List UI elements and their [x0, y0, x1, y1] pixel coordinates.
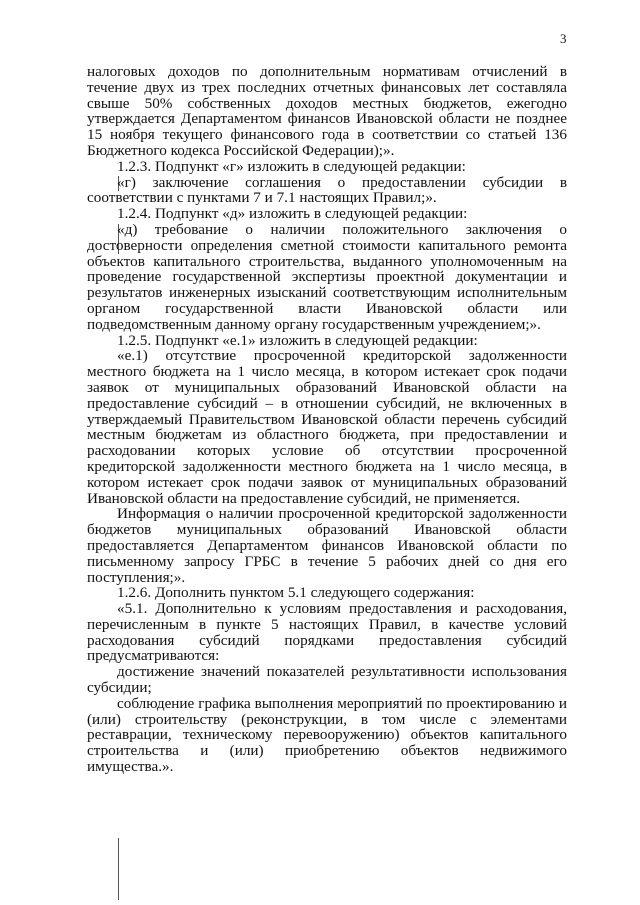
paragraph-1-2-5: 1.2.5. Подпункт «е.1» изложить в следующей редакции:: [117, 331, 478, 349]
page-number: 3: [560, 31, 567, 46]
paragraph-subclause-g: «г) заключение соглашения о предоставлении субсидии в соответствии с пунктами 7 и 7.1 настоящих Правил;».: [87, 173, 567, 207]
paragraph-continuation: налоговых доходов по дополнительным нормативам отчислений в течение двух из трех последних отчетных финансовых лет составляла свыше 50% собственных доходов местных бюджетов, ежегодно утверждается Департаментом финансов Ивановской области не позднее 15 ноября текущего финансового года в соответствии со статьей 136 Бюджетного кодекса Российской Федерации);».: [87, 63, 567, 159]
paragraph-information: Информация о наличии просроченной кредиторской задолженности бюджетов муниципальных образований Ивановской области предоставляется Департаментом финансов Ивановской области по письменному запросу ГРБС в течение 5 рабочих дней со дня его поступления;».: [87, 505, 567, 586]
paragraph-schedule: соблюдение графика выполнения мероприятий по проектированию и (или) строительству (реконструкции, в том числе с элементами реставрации, техническому перевооружению) объектов капитального строительства и (или) приобретению объектов недвижимого имущества.».: [87, 694, 567, 776]
paragraph-subclause-e1: «е.1) отсутствие просроченной кредиторской задолженности местного бюджета на 1 число месяца, в котором истекает срок подачи заявок от муниципальных образований Ивановской области на предоставление субсидий – в отношении субсидий, не включенных в утверждаемый Правительством Ивановской области перечень субсидий местным бюджетам из областного бюджета, при предоставлении и расходовании которых условие об отсутствии просроченной кредиторской задолженности местного бюджета на 1 число месяца, в котором истекает срок подачи заявок от муниципальных образований Ивановской области на предоставление субсидий, не применяется.: [87, 347, 567, 507]
paragraph-subclause-d: «д) требование о наличии положительного заключения о достоверности определения сметной стоимости капитального ремонта объектов капитального строительства, выданного уполномоченным на проведение государственной экспертизы проектной документации и результатов инженерных изысканий соответствующим исполнительным органом государственной власти Ивановской области или подведомственным данному органу государственным учреждением;».: [87, 220, 567, 333]
paragraph-indicators: достижение значений показателей результативности использования субсидии;: [87, 663, 567, 697]
paragraph-1-2-6: 1.2.6. Дополнить пунктом 5.1 следующего содержания:: [117, 584, 475, 602]
document-body: [87, 64, 567, 775]
paragraph-1-2-3: 1.2.3. Подпункт «г» изложить в следующей редакции:: [117, 157, 466, 175]
margin-mark-3: [118, 838, 119, 900]
paragraph-5-1: «5.1. Дополнительно к условиям предоставления и расходования, перечисленным в пункте 5 настоящих Правил, в качестве условий расходования субсидий порядками предоставления субсидий предусматриваются:: [87, 600, 567, 665]
paragraph-1-2-4: 1.2.4. Подпункт «д» изложить в следующей редакции:: [117, 205, 468, 223]
